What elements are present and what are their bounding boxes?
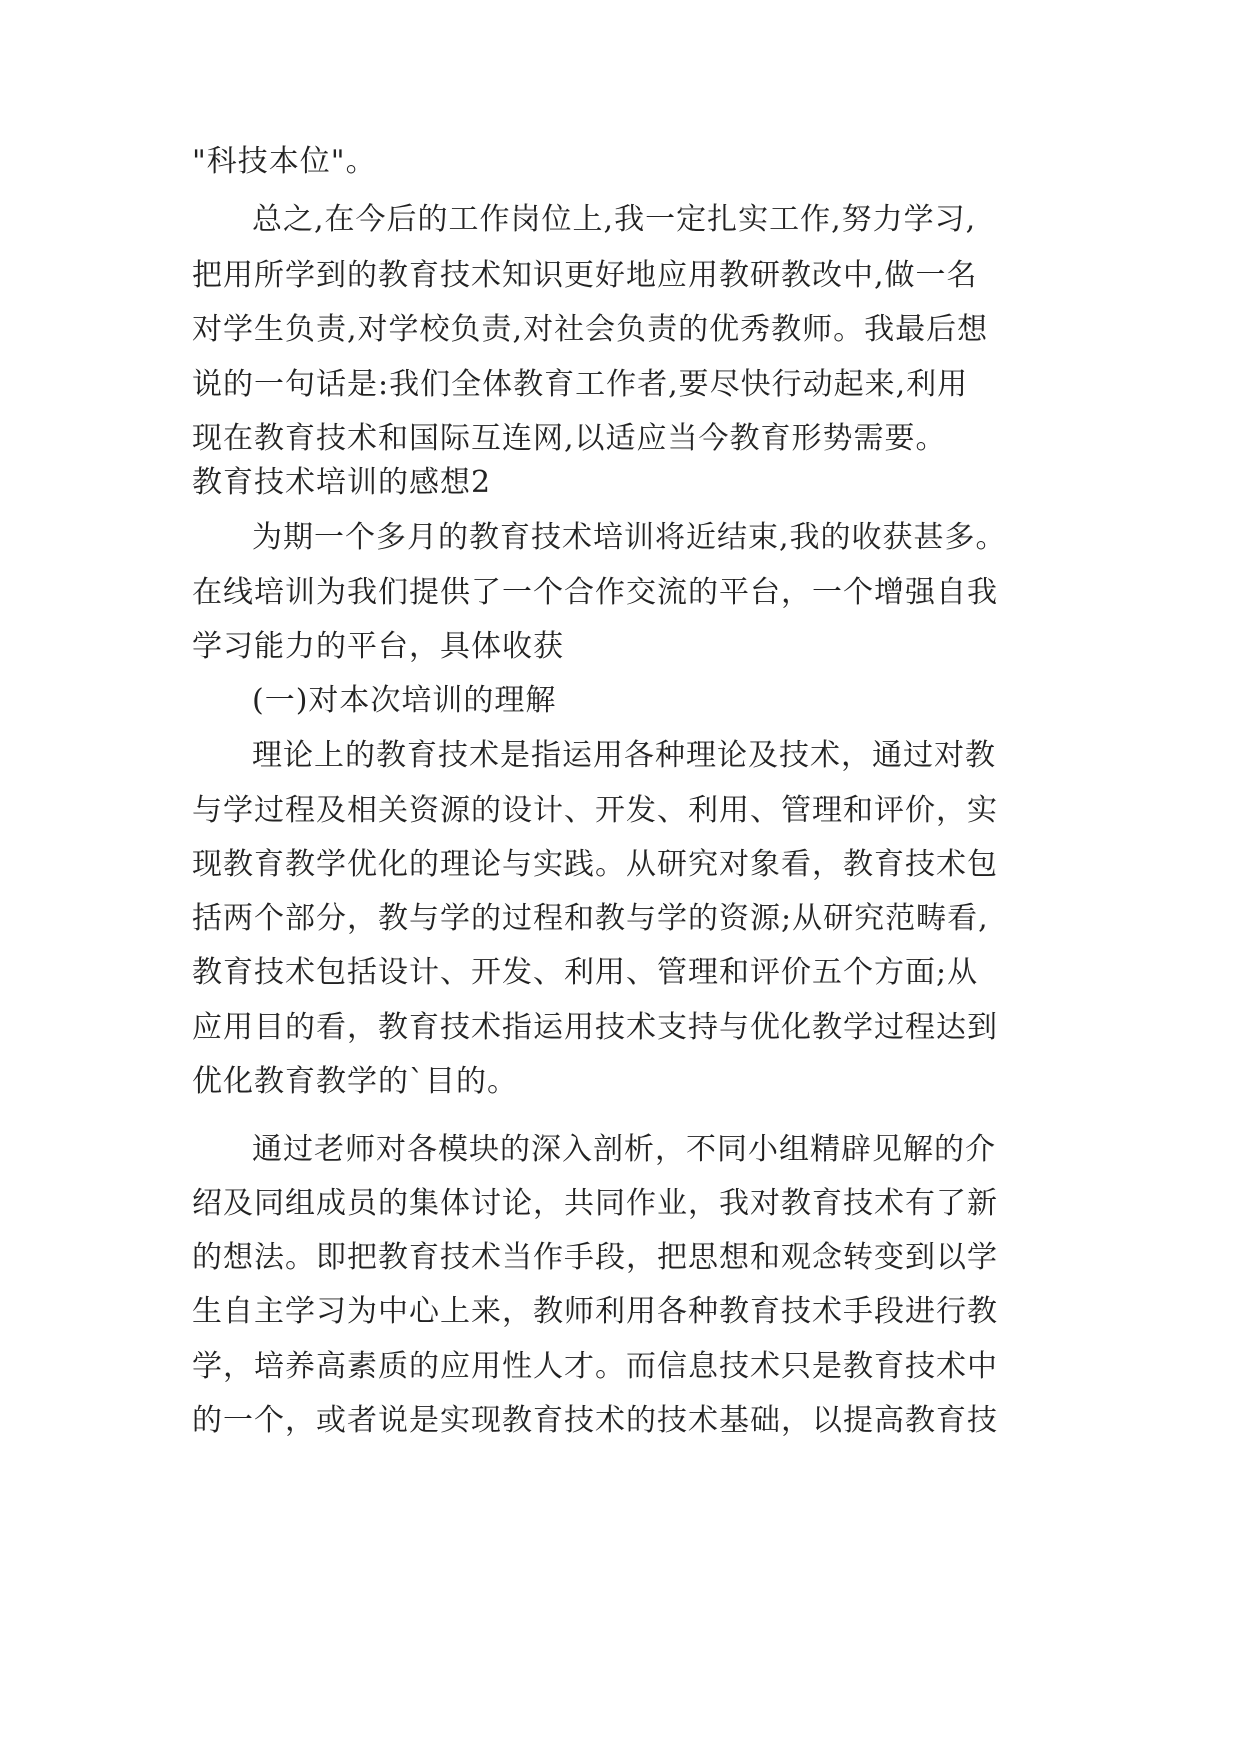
paragraph-start: 为期一个多月的教育技术培训将近结束,我的收获甚多。	[252, 520, 1007, 555]
text-line: 应用目的看，教育技术指运用技术支持与优化教学过程达到	[192, 1010, 998, 1045]
text-line: 学习能力的平台，具体收获	[192, 629, 564, 664]
paragraph-start: 通过老师对各模块的深入剖析，不同小组精辟见解的介	[252, 1132, 996, 1167]
text-line: 与学过程及相关资源的设计、开发、利用、管理和评价，实	[192, 793, 998, 828]
paragraph-start: 理论上的教育技术是指运用各种理论及技术，通过对教	[252, 738, 996, 773]
text-line: 在线培训为我们提供了一个合作交流的平台，一个增强自我	[192, 575, 998, 610]
text-line: 说的一句话是:我们全体教育工作者,要尽快行动起来,利用	[192, 367, 969, 402]
text-line: 把用所学到的教育技术知识更好地应用教研教改中,做一名	[192, 258, 978, 293]
text-line: 绍及同组成员的集体讨论，共同作业，我对教育技术有了新	[192, 1186, 998, 1221]
subheading: (一)对本次培训的理解	[252, 683, 557, 718]
text-line: 优化教育教学的`目的。	[192, 1064, 518, 1099]
text-line: 的想法。即把教育技术当作手段，把思想和观念转变到以学	[192, 1240, 998, 1275]
text-line: 对学生负责,对学校负责,对社会负责的优秀教师。我最后想	[192, 312, 989, 347]
section-heading: 教育技术培训的感想2	[192, 465, 492, 500]
text-line: 教育技术包括设计、开发、利用、管理和评价五个方面;从	[192, 955, 979, 990]
text-line: "科技本位"。	[192, 144, 377, 179]
text-line: 括两个部分，教与学的过程和教与学的资源;从研究范畴看,	[192, 901, 989, 936]
text-line: 现在教育技术和国际互连网,以适应当今教育形势需要。	[192, 421, 947, 456]
text-line: 的一个，或者说是实现教育技术的技术基础，以提高教育技	[192, 1403, 998, 1438]
paragraph-start: 总之,在今后的工作岗位上,我一定扎实工作,努力学习,	[252, 202, 977, 237]
text-line: 学，培养高素质的应用性人才。而信息技术只是教育技术中	[192, 1349, 998, 1384]
text-line: 生自主学习为中心上来，教师利用各种教育技术手段进行教	[192, 1294, 998, 1329]
text-line: 现教育教学优化的理论与实践。从研究对象看，教育技术包	[192, 847, 998, 882]
